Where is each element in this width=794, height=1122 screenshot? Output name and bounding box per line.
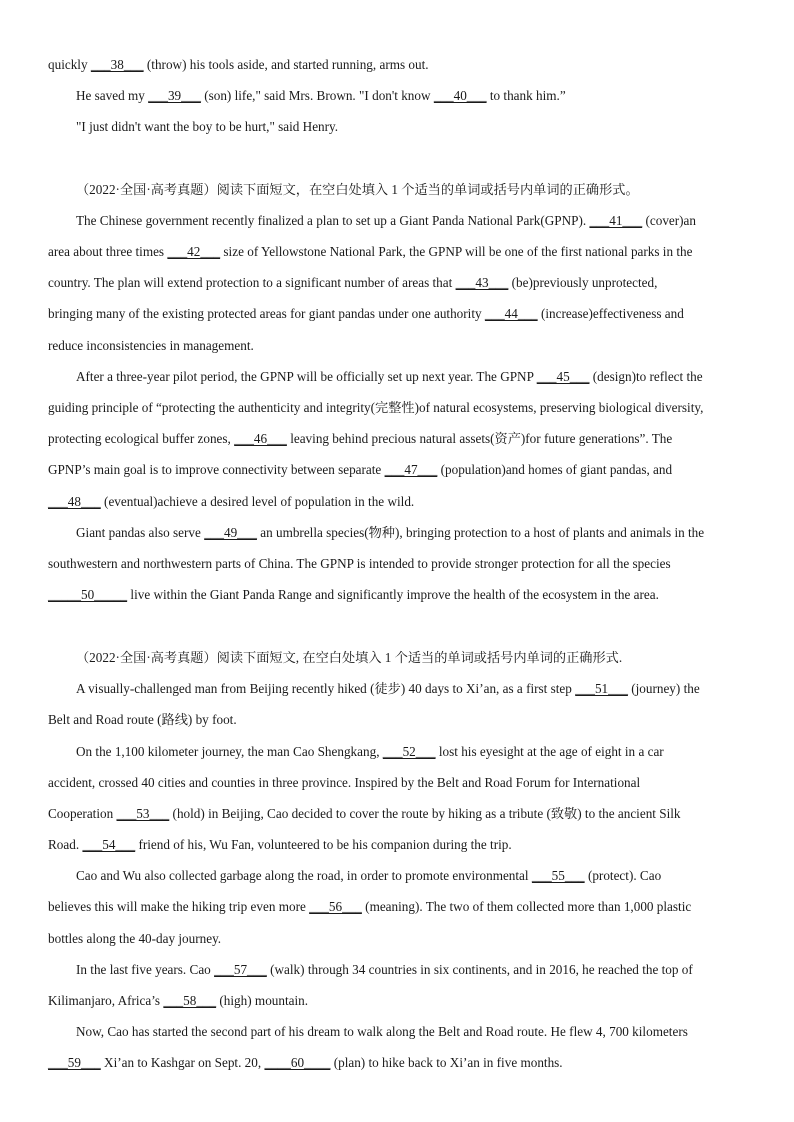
text-run: (eventual)achieve a desired level of population in the wild. xyxy=(100,494,415,509)
text-line xyxy=(48,400,753,416)
text-run: （2022·全国·高考真题）阅读下面短文, 在空白处填入 1 个适当的单词或括号内单词的正确形式. xyxy=(76,650,623,665)
text-line xyxy=(76,868,753,884)
text-line xyxy=(48,462,753,478)
text-run: "I just didn't want the boy to be hurt," said Henry. xyxy=(76,119,339,134)
text-run: (increase)effectiveness and xyxy=(537,306,684,321)
text-run: leaving behind precious natural assets(资产)for future generations”. The xyxy=(286,431,673,446)
blank-answer: ___45___ xyxy=(536,369,590,384)
blank-answer: ___58___ xyxy=(163,993,217,1008)
text-run: (be)previously unprotected, xyxy=(508,275,658,290)
text-line xyxy=(48,993,753,1009)
text-run: Now, Cao has started the second part of his dream to walk along the Belt and Road route. He flew 4, 700 kilometers xyxy=(76,1024,688,1039)
text-run: an umbrella species(物种), bringing protection to a host of plants and animals in the xyxy=(256,525,705,540)
blank-answer: ___56___ xyxy=(309,899,362,914)
text-run: The Chinese government recently finalized a plan to set up a Giant Panda National Park(GPNP). xyxy=(76,213,590,228)
text-line xyxy=(76,119,753,135)
text-line xyxy=(76,182,753,198)
blank-answer: ___55___ xyxy=(531,868,585,883)
text-run: area about three times xyxy=(48,244,168,259)
text-run: (throw) his tools aside, and started running, arms out. xyxy=(143,57,429,72)
text-line xyxy=(76,213,753,229)
text-run: reduce inconsistencies in management. xyxy=(48,338,254,353)
text-line xyxy=(48,338,753,354)
text-run: believes this will make the hiking trip even more xyxy=(48,899,310,914)
blank-answer: ___53___ xyxy=(116,806,170,821)
text-run: Kilimanjaro, Africa’s xyxy=(48,993,164,1008)
text-line xyxy=(48,712,753,728)
text-run: protecting ecological buffer zones, xyxy=(48,431,235,446)
text-line xyxy=(76,681,753,697)
blank-answer: ___40___ xyxy=(433,88,487,103)
text-run: (journey) the xyxy=(627,681,700,696)
text-run: (hold) in Beijing, Cao decided to cover the route by hiking as a tribute (致敬) to the ancient Silk xyxy=(169,806,681,821)
text-line xyxy=(48,806,753,822)
text-line xyxy=(76,650,753,666)
text-run: to thank him.” xyxy=(486,88,566,103)
text-line xyxy=(76,525,753,541)
text-run: （2022·全国·高考真题）阅读下面短文，在空白处填入 1 个适当的单词或括号内单词的正确形式。 xyxy=(76,182,639,197)
text-run: Cooperation xyxy=(48,806,117,821)
text-run: southwestern and northwestern parts of China. The GPNP is intended to provide stronger protection for all the species xyxy=(48,556,671,571)
text-line xyxy=(48,837,753,853)
text-run: Road. xyxy=(48,837,83,852)
blank-answer: ___38___ xyxy=(90,57,144,72)
blank-answer: ____60____ xyxy=(264,1055,331,1070)
text-run: (son) life," said Mrs. Brown. "I don't know xyxy=(200,88,434,103)
text-line xyxy=(76,88,753,104)
text-run: size of Yellowstone National Park, the GPNP will be one of the first national parks in the xyxy=(220,244,693,259)
text-line xyxy=(48,57,753,73)
blank-answer: ___57___ xyxy=(214,962,267,977)
blank-answer: ___41___ xyxy=(589,213,643,228)
text-run: GPNP’s main goal is to improve connectivity between separate xyxy=(48,462,385,477)
text-line xyxy=(48,244,753,260)
text-line xyxy=(48,775,753,791)
text-run: (plan) to hike back to Xi’an in five months. xyxy=(330,1055,563,1070)
text-run: live within the Giant Panda Range and significantly improve the health of the ecosystem in the area. xyxy=(127,587,659,602)
text-line xyxy=(48,275,753,291)
blank-answer: ___42___ xyxy=(167,244,221,259)
text-run: friend of his, Wu Fan, volunteered to be his companion during the trip. xyxy=(135,837,512,852)
text-line xyxy=(48,556,753,572)
blank-answer: ___52___ xyxy=(382,744,436,759)
blank-answer: ___54___ xyxy=(82,837,136,852)
blank-answer: _____50_____ xyxy=(48,587,128,602)
text-run: (high) mountain. xyxy=(216,993,309,1008)
text-line xyxy=(48,587,753,603)
text-run: In the last five years. Cao xyxy=(76,962,215,977)
blank-answer: ___49___ xyxy=(204,525,257,540)
text-line xyxy=(76,744,753,760)
blank-answer: ___48___ xyxy=(48,494,101,509)
text-run: bottles along the 40-day journey. xyxy=(48,931,222,946)
text-run: quickly xyxy=(48,57,91,72)
text-line xyxy=(48,1055,753,1071)
text-line xyxy=(48,899,753,915)
text-run: lost his eyesight at the age of eight in a car xyxy=(435,744,664,759)
blank-answer: ___47___ xyxy=(384,462,438,477)
text-run: (design)to reflect the xyxy=(589,369,703,384)
blank-answer: ___44___ xyxy=(484,306,538,321)
blank-answer: ___39___ xyxy=(148,88,201,103)
text-run: Xi’an to Kashgar on Sept. 20, xyxy=(100,1055,265,1070)
text-run: bringing many of the existing protected areas for giant pandas under one authority xyxy=(48,306,485,321)
text-run: (meaning). The two of them collected more than 1,000 plastic xyxy=(361,899,692,914)
text-run: After a three-year pilot period, the GPNP will be officially set up next year. The GPNP xyxy=(76,369,537,384)
text-line xyxy=(48,306,753,322)
text-line xyxy=(48,931,753,947)
text-run: (protect). Cao xyxy=(584,868,662,883)
blank-answer: ___59___ xyxy=(48,1055,101,1070)
text-line xyxy=(76,1024,753,1040)
blank-answer: ___46___ xyxy=(234,431,287,446)
text-run: Belt and Road route (路线) by foot. xyxy=(48,712,237,727)
text-run: accident, crossed 40 cities and counties in three province. Inspired by the Belt and Road Forum for International xyxy=(48,775,641,790)
text-line xyxy=(76,369,753,385)
text-run: On the 1,100 kilometer journey, the man Cao Shengkang, xyxy=(76,744,383,759)
text-run: (walk) through 34 countries in six continents, and in 2016, he reached the top of xyxy=(266,962,693,977)
text-run: A visually-challenged man from Beijing recently hiked (徒步) 40 days to Xi’an, as a first step xyxy=(76,681,576,696)
text-run: (cover)an xyxy=(642,213,696,228)
text-run: Giant pandas also serve xyxy=(76,525,205,540)
text-line xyxy=(48,431,753,447)
text-run: Cao and Wu also collected garbage along the road, in order to promote environmental xyxy=(76,868,532,883)
blank-answer: ___51___ xyxy=(575,681,628,696)
text-run: guiding principle of “protecting the authenticity and integrity(完整性)of natural ecosystems, preserving biological diversity, xyxy=(48,400,704,415)
text-run: (population)and homes of giant pandas, and xyxy=(437,462,673,477)
text-line xyxy=(76,962,753,978)
text-run: He saved my xyxy=(76,88,149,103)
text-line xyxy=(48,494,753,510)
blank-answer: ___43___ xyxy=(455,275,509,290)
text-run: country. The plan will extend protection to a significant number of areas that xyxy=(48,275,456,290)
